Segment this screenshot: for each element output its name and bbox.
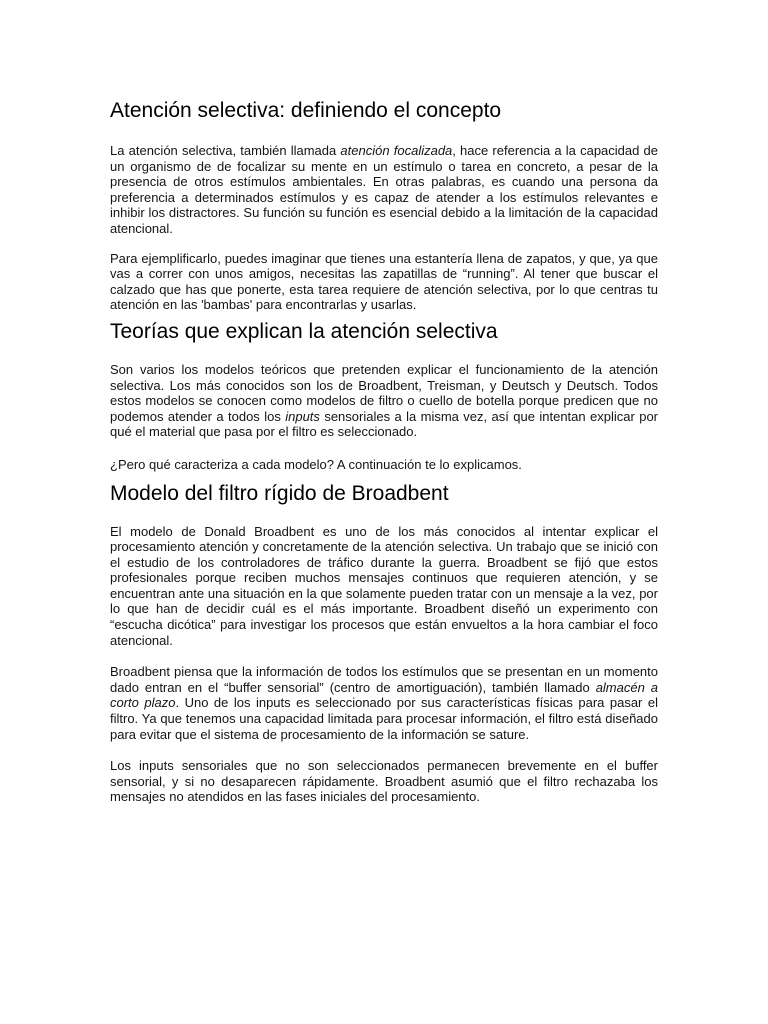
paragraph-unselected-inputs: Los inputs sensoriales que no son seleccionados permanecen brevemente en el buffer sensorial, y si no desaparecen rápidamente. Broadbent asumió que el filtro rechazaba los mensajes no atendidos en las fases iniciales del procesamiento.	[110, 758, 658, 805]
section-heading-atencion-selectiva: Atención selectiva: definiendo el concepto	[110, 99, 502, 122]
paragraph-text: , hace referencia a la capacidad de un organismo de de focalizar su mente en un estímulo o tarea en concreto, a pesar de la presencia de otros estímulos ambientales. En otras palabras, es cuando una persona da preferencia a determinados estímulos y es capaz de atender a los estímulos relevantes e inhibir los distractores. Su función su función es esencial debido a la limitación de la capacidad atencional.	[110, 143, 658, 236]
emphasis-text: inputs	[285, 408, 320, 424]
paragraph-question: ¿Pero qué caracteriza a cada modelo? A continuación te lo explicamos.	[110, 456, 522, 472]
paragraph-definition	[110, 143, 658, 237]
paragraph-text: Son varios los modelos teóricos que pretenden explicar el funcionamiento de la atención selectiva. Los más conocidos son los de Broadbent, Treisman, y Deutsch y Deutsch. Todos estos modelos se conocen como modelos de filtro o cuello de botella porque predicen que no podemos atender a todos los	[110, 361, 658, 424]
paragraph-text: Broadbent piensa que la información de todos los estímulos que se presentan en un momento dado entran en el “buffer sensorial” (centro de amortiguación), también llamado	[110, 664, 658, 695]
emphasis-text: atención focalizada	[340, 143, 453, 158]
section-heading-teorias: Teorías que explican la atención selectiva	[110, 319, 498, 343]
section-heading-broadbent: Modelo del filtro rígido de Broadbent	[110, 481, 449, 505]
paragraph-example: Para ejemplificarlo, puedes imaginar que tienes una estantería llena de zapatos, y que, ya que vas a correr con unos amigos, necesitas las zapatillas de “running”. Al tener que buscar el calzado que has que ponerte, esta tarea requiere de atención selectiva, por lo que centras tu atención en las 'bambas' para encontrarlas y usarlas.	[110, 250, 658, 313]
emphasis-text: almacén a corto plazo	[110, 679, 658, 711]
paragraph-buffer-sensorial	[110, 664, 658, 742]
paragraph-broadbent-model: El modelo de Donald Broadbent es uno de los más conocidos al intentar explicar el procesamiento atención y concretamente de la atención selectiva. Un trabajo que se inició con el estudio de los controladores de tráfico durante la guerra. Broadbent se fijó que estos profesionales porque reciben muchos mensajes continuos que requieren atención, y se encuentran ante una situación en la que solamente pueden tratar con un mensaje a la vez, por lo que han de decidir cuál es el más importante. Broadbent diseñó un experimento con “escucha dicótica” para investigar los procesos que están envueltos a la hora cambiar el foco atencional.	[110, 523, 658, 648]
paragraph-text: . Uno de los inputs es seleccionado por sus características físicas para pasar el filtro. Ya que tenemos una capacidad limitada para procesar información, el filtro está diseñado para evitar que el sistema de procesamiento de la información se sature.	[110, 695, 658, 742]
paragraph-text: La atención selectiva, también llamada	[110, 143, 341, 158]
paragraph-models-intro	[110, 362, 658, 440]
document-page	[110, 98, 658, 805]
paragraph-text: sensoriales a la misma vez, así que intentan explicar por qué el material que pasa por el filtro es seleccionado.	[110, 408, 659, 440]
